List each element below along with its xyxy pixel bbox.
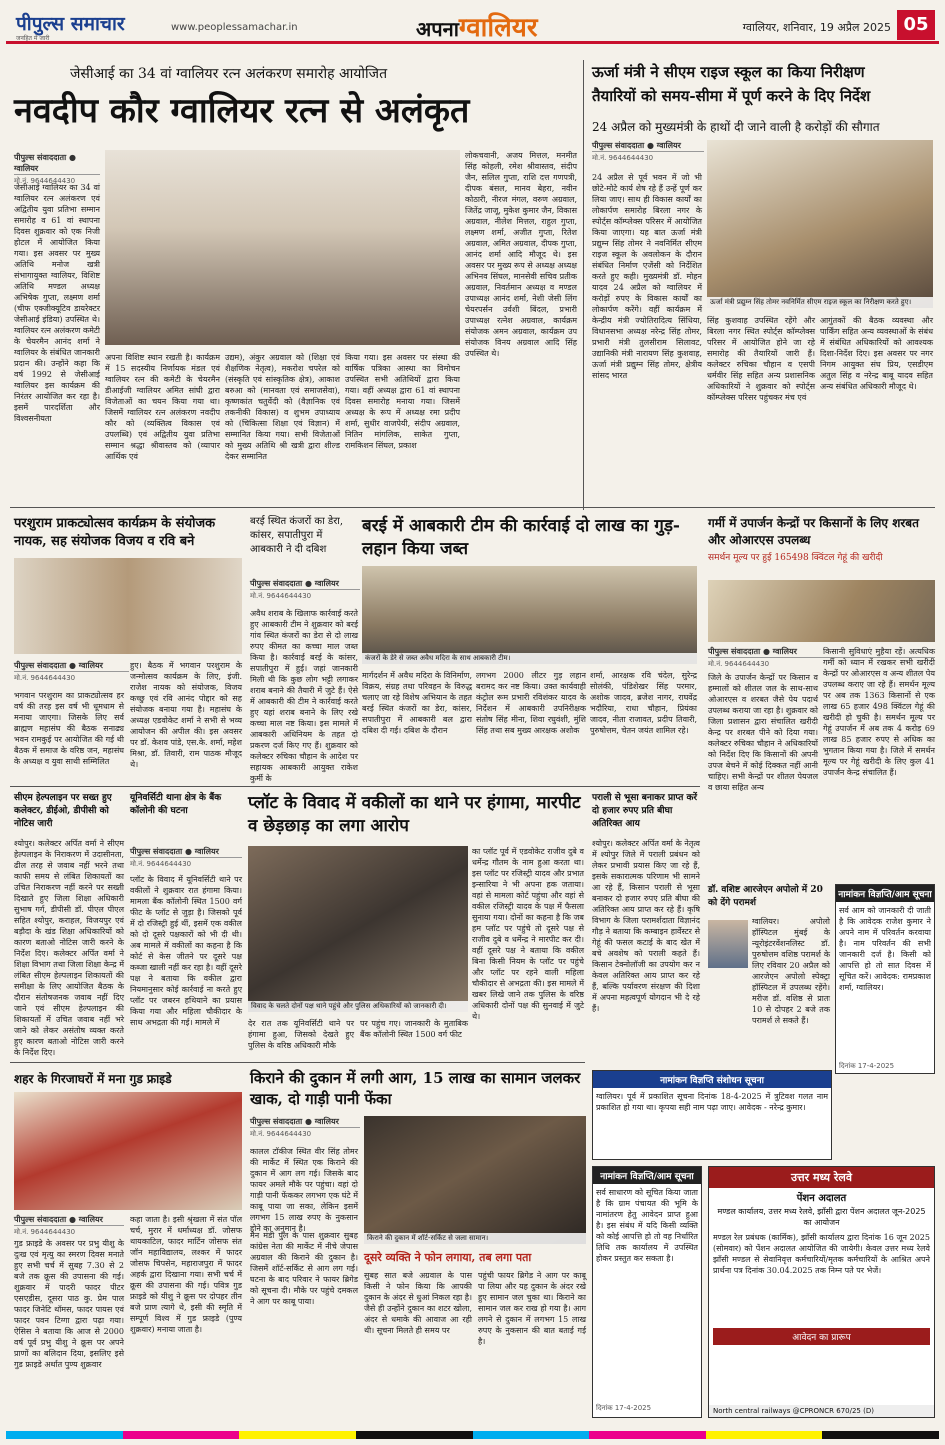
story7-caption: विवाद के चलते दोनों पक्ष थाने पहुंचे और पुलिस अधिकारियों को जानकारी दी। (248, 1001, 468, 1012)
website-url[interactable]: www.peoplessamachar.in (171, 22, 298, 33)
story7-tag: यूनिवर्सिटी थाना क्षेत्र के बैंक कॉलोनी की घटना (130, 793, 222, 816)
divider (10, 507, 935, 508)
story6-headline[interactable]: सीएम हेल्पलाइन पर सख्त हुए कलेक्टर, डीईओ, डीपीसी को नोटिस जारी (14, 793, 112, 829)
story5-mobile: मो.नं. 9644644430 (708, 660, 770, 668)
story2-subhead: 24 अप्रैल को मुख्यमंत्री के हाथों दी जाने वाली है करोड़ों की सौगात (592, 120, 880, 134)
notice-1-title: नामांकन विज्ञप्ति/आम सूचना (836, 885, 934, 902)
story1-headline[interactable]: नवदीप कौर ग्वालियर रत्न से अलंकृत (14, 91, 470, 131)
story4-photo (362, 566, 697, 664)
story10-byline: पीपुल्स संवाददाता ● ग्वालियर (14, 1214, 124, 1226)
story1-photo (105, 150, 460, 345)
notice-1-body: सर्व आम को जानकारी दी जाती है कि आवेदक राजेश कुमार ने अपने नाम में परिवर्तन करवाया है। नाम परिवर्तन की सभी जानकारी दर्ज है। किसी को आपत्ति हो तो सात दिवस में सूचित करें। आवेदक: रामप्रकाश शर्मा, ग्वालियर। (839, 906, 931, 992)
story7-col2: देर रात तक यूनिवर्सिटी थाने पर हंगामा हुआ, जिसको देखते हुए पुलिस के वरिष्ठ अधिकारी मौके (248, 1019, 354, 1050)
divider (10, 786, 700, 787)
story9-headline[interactable]: डॉ. वशिष्ट आरजेएन अपोलो में 20 को देंगे परामर्श (708, 885, 823, 908)
story11-mobile: मो.नं. 9644644430 (250, 1130, 312, 1138)
story3-byline: पीपुल्स संवाददाता ● ग्वालियर (14, 660, 129, 672)
story5-photo (708, 580, 935, 642)
story3-photo (14, 558, 242, 654)
story3-col1: भगवान परशुराम का प्राकट्योत्सव हर वर्ष की तरह इस वर्ष भी धूमधाम से मनाया जाएगा। जिसके लिए सर्व ब्राह्मण महासंघ की बैठक सनाढ्य भवन रामकुई पर आयोजित की गई थी बैठक में समाज के वरिष्ठ जन, महासंघ के अध्यक्ष व युवा साथी सम्मिलित (14, 691, 124, 766)
story5-subhead: समर्थन मूल्य पर हुई 165498 क्विंटल गेहूं की खरीदी (708, 553, 883, 563)
railway-title: उत्तर मध्य रेलवे (709, 1167, 934, 1188)
railway-subtitle-2: मण्डल कार्यालय, उत्तर मध्य रेलवे, झाँसी द्वारा पेंशन अदालत जून-2025 का आयोजन (717, 1207, 926, 1227)
story8-headline[interactable]: पराली से भूसा बनाकर प्राप्त करें दो हजार रुपए प्रति बीघा अतिरिक्त आय (592, 793, 698, 829)
story5-headline[interactable]: गर्मी में उपार्जन केन्द्रों पर किसानों के लिए शरबत और ओआरएस उपलब्ध (708, 516, 919, 547)
story1-byline-block (14, 152, 100, 186)
story3-headline[interactable]: परशुराम प्राकट्योत्सव कार्यक्रम के संयोजक नायक, सह संयोजक विजय व रवि बने (14, 516, 216, 549)
story3-byline-block (14, 660, 129, 683)
story7-col3: पर पहुंच गए। जानकारी के मुताबिक बैंक कॉलोनी स्थित 1500 वर्ग फीट (360, 1019, 468, 1039)
story11-col2: मैन मंडी पुल के पास शुक्रवार सुबह कांग्रेस नेता की मार्केट में नीचे जेपास अग्रवाल की किराने की दुकान है। जिसमें शॉर्ट-सर्किट से आग लग गई। घटना के बाद परिवार ने फायर ब्रिगेड को सूचना दी। मौके पर पहुंचे दमकल ने आग पर काबू पाया। (250, 1231, 358, 1306)
railway-ad[interactable] (708, 1166, 935, 1418)
story4-col2: मार्गदर्शन में अवैध मदिरा के विनिर्माण, विक्रय, संग्रह तथा परिवहन के विरुद्ध चलाए जा रहे विशेष अभियान के तहत बरई स्थित कंजरों का डेरा, कांसर, सपातीपुरा में आबकारी बल द्वारा दबिश दी गई। दबिश के दौरान (362, 671, 472, 735)
story5-col1: जिले के उपार्जन केन्द्रों पर किसान व हम्मालों को शीतल जल के साथ-साथ ओआरएस व शरबत जैसे पेय पदार्थ उपलब्ध कराया जा रहा है। शुक्रवार को जिला प्रशासन द्वारा संचालित खरीदी केन्द्र पर शरबत पीने को दिया गया। कलेक्टर रुचिका चौहान ने अधिकारियों को निर्देश दिए कि किसानों की अपनी उपज बेचने में कोई दिक्कत नहीं आनी चाहिए। सभी केन्द्रों पर शीतल पेयजल व छाया सहित अन्य (708, 673, 818, 792)
story4-col4: शर्मा, आरक्षक रवि चंदेल, सुरेन्द्र सोलंकी, पंडिशेखर सिंह परमार, अशोक जादव, ब्रजेश नागर, राघवेंद्र भदौरिया, राधा चौहान, प्रियंका जादव, नीता राजावत, प्रदीप तिवारी, पुरुषोत्तम, चेतन जयंत शामिल रहे। (590, 671, 697, 735)
story10-mobile: मो.नं. 9644644430 (14, 1228, 76, 1236)
story1-col4: किया गया। इस अवसर पर संस्था की वार्षिक पत्रिका आस्था का विमोचन उपस्थित सभी अतिथियों द्वारा किया गया। वहीं अध्यक्ष द्वारा 61 वां स्थापना दिवस समारोह मनाया गया। जिसमें अध्यक्ष के रूप में अध्यक्ष रमा प्रदीप शर्मा, सुधीर वाजपेयी, संदीप अग्रवाल, नितिन मांगलिक, साकेत गुप्ता, रामकिशन सिंघल, प्रकाश (345, 353, 460, 450)
story11-col1: कालल टॉकीज स्थित वीर सिंह तोमर की मार्केट में स्थित एक किराने की दुकान में आग लग गई। जिसके बाद फायर अमले मौके पर पहुंचा। वहां दो गाड़ी पानी फेंककर लगभग एक घंटे में काबू पाया जा सका, लेकिन इसमें लगभग 15 लाख रुपए के नुकसान होने का अनुमान है। (250, 1147, 358, 1233)
story7-col1: प्लॉट के विवाद में यूनिवर्सिटी थाने पर वकीलों ने शुक्रवार रात हंगामा किया। मामला बैंक कॉलोनी स्थित 1500 वर्ग फीट के प्लॉट से जुड़ा है। जिसको पूर्व में दो रजिस्ट्री हुई थीं, इसमें एक वकील को दो दूसरे पक्षकारों को भी दी थी। अब मामले में वकीलों का कहना है कि कोर्ट से केस जीतने पर दूसरे पक्ष कब्जा खाली नहीं कर रहा है। वहीं दूसरे पक्ष ने बताया कि वकील द्वारा नियमानुसार कोई कार्रवाई ना करते हुए प्लॉट पर जबरन हथियाने का प्रयास किया गया और महिला चौकीदार के साथ अभद्रता की गई। मामले में (130, 875, 242, 1027)
story2-col1: 24 अप्रैल से पूर्व भवन में जो भी छोटे-मोटे कार्य शेष रहे हैं उन्हें पूर्ण कर लिया जाए। साथ ही विकास कार्यों का लोकार्पण समारोह बिरला नगर के स्पोर्ट्स कॉम्प्लेक्स परिसर में आयोजित किया जाएगा। यह बात ऊर्जा मंत्री प्रद्युम्न सिंह तोमर ने नवनिर्मित सीएम राइज स्कूल के अवलोकन के दौरान संबंधित निर्माण एजेंसी को निर्देशित करते हुए कही। मुख्यमंत्री डॉ. मोहन यादव 24 अप्रैल को ग्वालियर में करोड़ों रुपए के विकास कार्यों का लोकार्पण करेंगे। वहीं कार्यक्रम में केन्द्रीय मंत्री ज्योतिरादित्य सिंधिया, विधानसभा अध्यक्ष नरेन्द्र सिंह तोमर, प्रभारी मंत्री तुलसीराम सिलावट, उद्यानिकी मंत्री नारायण सिंह कुशवाह, ऊर्जा मंत्री प्रद्युम्न सिंह तोमर, क्षेत्रीय सांसद भारत (592, 173, 702, 380)
story7-byline: पीपुल्स संवाददाता ● ग्वालियर (130, 846, 242, 858)
story2-byline-block (592, 140, 704, 163)
story7-photo (248, 846, 468, 1012)
story2-col3: आगुंतकों की बैठक व्यवस्था और पार्किंग सहित अन्य व्यवस्थाओं के संबंध में संबंधित अधिकारियों को आवश्यक दिशा-निर्देश दिए। इस अवसर पर नगर निगम आयुक्त संघ प्रिय, एसडीएम अतुल सिंह व नरेन्द्र बाबू यादव सहित अन्य संबंधित अधिकारी मौजूद थे। (820, 316, 933, 391)
doctor-photo (708, 920, 748, 968)
story7-mobile: मो.नं. 9644644430 (130, 860, 192, 868)
story3-mobile: मो.नं. 9644644430 (14, 674, 76, 682)
story1-col1: जेसीआई ग्वालियर का 34 वां ग्वालियर रत्न अलंकरण एवं अद्वितीय युवा प्रतिभा सम्मान समारोह व 61 वां स्थापना दिवस शुक्रवार को एक निजी होटल में आयोजित किया गया। इस अवसर पर मुख्य अतिथि मनोज खत्री संभागायुक्त ग्वालियर, विशिष्ट अतिथि मण्डल अध्यक्ष अभिषेक गुप्ता, लक्ष्मण शर्मा (चीफ एक्जीक्यूटिव डायरेक्टर जेसीआई इंडिया) उपस्थित थे। ग्वालियर रत्न अलंकरण कमेटी के चेयरमैन आनंद शर्मा ने ग्वालियर के संबंधित जानकारी प्रदान की। उन्होंने कहा कि वर्ष 1992 से जेसीआई ग्वालियर इस कार्यक्रम की निरंतर आयोजित कर रहा है। इसमें पारदर्शिता और विश्वसनीयता (14, 183, 100, 423)
railway-body: मण्डल रेल प्रबंधक (कार्मिक), झाँसी कार्यालय द्वारा दिनांक 16 जून 2025 (सोमवार) को पेंशन अदालत आयोजित की जायेगी। केवल उत्तर मध्य रेलवे झाँसी मण्डल से सेवानिवृत्त कर्मचारियों/मृतक कर्मचारियों के आश्रित अपने प्रार्थना पत्र दिनांक 30.04.2025 तक निम्न पते पर भेजें। (713, 1233, 930, 1275)
story11-headline[interactable]: किराने की दुकान में लगी आग, 15 लाख का सामान जलकर खाक, दो गाड़ी पानी फेंका (250, 1069, 581, 1108)
story5-col2: किसानी सुविधाएं मुहैया रहें। अत्यधिक गर्मी को ध्यान में रखकर सभी खरीदी केन्द्रों पर ओआरएस व अन्य शीतल पेय उपलब्ध कराए जा रहे हैं। समर्थन मूल्य पर अब तक 1363 किसानों से एक लाख 65 हजार 498 क्विंटल गेहूं की खरीदी हो चुकी है। समर्थन मूल्य पर गेहूं उपार्जन में अब तक 4 करोड़ 69 लाख 85 हजार रुपए से अधिक का भुगतान किया गया है। जिले में समर्थन मूल्य पर गेहूं खरीदी के लिए कुल 41 उपार्जन केन्द्र संचालित हैं। (823, 647, 935, 777)
railway-form-title: आवेदन का प्रारूप (713, 1328, 930, 1345)
newspaper-logo[interactable]: पीपुल्स समाचार जनहित में जारी (16, 13, 125, 42)
story1-col2: अपना विशिष्ट स्थान रखती है। कार्यक्रम में 15 सदस्यीय निर्णायक मंडल एवं ग्वालियर रत्न की कमेटी के चेयरमैन डीआईजी ग्वालियर अमित सांघी द्वारा विजेताओं का चयन किया गया था। जिसमें ग्वालियर रत्न अलंकरण नवदीप कौर को (व्यक्तित्व विकास एवं उपलब्धि) एवं अद्वितीय युवा प्रतिभा सम्मान श्रद्धा श्रीवास्तव को (व्यापार आर्थिक एवं (105, 353, 220, 461)
story2-photo (707, 140, 933, 308)
story7-col4: का प्लॉट पूर्व में एडवोकेट राजीव दुबे व धर्मेन्द्र गौतम के नाम हुआ करता था। इस प्लॉट पर रजिस्ट्री यादव और प्रभात इन्सारिया ने भी अपना हक जताया। वहां से मामला कोर्ट पहुंचा और वहां से वकील रजिस्ट्री यादव के पक्ष में फैसला सुनाया गया। दोनों का कहना है कि जब हम प्लॉट पर पहुंचे तो दूसरे पक्ष से राजीव दुबे व धर्मेन्द्र ने मारपीट कर दी। वहीं दूसरे पक्ष ने बताया कि वकील बिना किसी नियम के प्लॉट पर पहुंचे और प्लॉट पर रहने वाली महिला चौकीदार से अभद्रता की। इस मामले में खबर लिखे जाने तक पुलिस के वरिष्ठ अधिकारी दोनों पक्ष की सुनवाई में जुटे थे। (472, 847, 584, 1021)
notice-2[interactable] (592, 1070, 832, 1160)
story11-col4: पहुंची फायर ब्रिगेड ने आग पर काबू पा लिया और यह दुकान के अंदर रखे हुए सामान जल चुका था। किराने का सामान जल कर राख हो गया है। आग लगने से दुकान में लगभग 15 लाख रुपए के नुकसान की बात बताई गई है। (478, 1271, 586, 1346)
story11-subhead: दूसरे व्यक्ति ने फोन लगाया, तब लगा पता (364, 1251, 532, 1264)
print-color-bar (6, 1431, 939, 1439)
story3-col2: हुए। बैठक में भगवान परशुराम के जन्मोत्सव कार्यक्रम के लिए, इंजी. राजेश नायक को संयोजक, विजय कच्छु एवं रवि आनंद पोद्दार को सह संयोजक बनाया गया है। महासंघ के अध्यक्ष एडवोकेट शर्मा ने सभी से भव्य आयोजन की अपील की। इस अवसर पर डॉ. केशव पांडे, एस.के. शर्मा, महेश मिश्रा, डॉ. तिवारी, राम पाठक मौजूद थे। (130, 661, 242, 769)
story10-photo (14, 1092, 242, 1210)
story10-headline[interactable]: शहर के गिरजाघरों में मना गुड फ्राइडे (14, 1072, 172, 1086)
story1-mobile: मो.नं. 9644644430 (14, 177, 76, 185)
story2-headline1[interactable]: ऊर्जा मंत्री ने सीएम राइज स्कूल का किया निरीक्षण (592, 63, 865, 81)
story11-byline: पीपुल्स संवाददाता ● ग्वालियर (250, 1116, 360, 1128)
notice-2-title: नामांकन विज्ञप्ति संशोधन सूचना (593, 1071, 831, 1088)
railway-subtitle: पेंशन अदालत (796, 1193, 847, 1204)
section-title: अपनाग्वालियर (416, 13, 538, 43)
story4-byline-block (250, 578, 360, 601)
page-number: 05 (897, 10, 935, 40)
notice-2-body: ग्वालियर। पूर्व में प्रकाशित सूचना दिनांक 18-4-2025 में त्रुटिवश गलत नाम प्रकाशित हो गया था। कृपया सही नाम पढ़ा जाए। आवेदक - नरेन्द्र कुमार। (596, 1092, 828, 1112)
story2-mobile: मो.नं. 9644644430 (592, 154, 654, 162)
story4-intro: बरई स्थित कंजरों का डेरा, कांसर, सपातीपुरा में आबकारी ने दी दबिश (250, 516, 344, 555)
story11-caption: किराने की दुकान में शॉर्ट-सर्किट से जला सामान। (364, 1233, 586, 1244)
story10-byline-block (14, 1214, 124, 1237)
story11-byline-block (250, 1116, 360, 1139)
story8-body: श्योपुर। कलेक्टर अर्पित वर्मा के नेतृत्व में श्योपुर जिले में पराली प्रबंधन को लेकर प्रभावी प्रयास किए जा रहे हैं, इसके सकारात्मक परिणाम भी सामने आ रहे हैं, किसान पराली से भूसा बनाकर दो हजार रुपए प्रति बीघा की अतिरिक्त आय प्राप्त कर रहे हैं। कृषि विभाग के जिला परामर्शदाता विज्ञानंद गौड़ ने बताया कि कम्बाइन हार्वेस्टर से गेहूं की फसल कटाई के बाद खेत में बचे अवशेष को पराली कहते हैं। किसान टेक्नोलॉजी का उपयोग कर न केवल अतिरिक्त आय प्राप्त कर रहे हैं, बल्कि पर्यावरण संरक्षण की दिशा में अपना महत्वपूर्ण योगदान भी दे रहे हैं। (592, 839, 700, 1013)
story1-col5: लोकचवानी, अजय मित्तल, मनमीत सिंह कोहली, रमेश श्रीवास्तव, संदीप जैन, सलिल गुप्ता, राशि दत्त गणपत्री, दीपक बंसल, मानव बेहरा, नवीन कोठारी, नीरज मंगल, वरुण अग्रवाल, जितेंद्र जाजू, मुकेश कुमार जैन, विकास अग्रवाल, नीलेश मित्तल, राहुल गुप्ता, लक्ष्मण शर्मा, अजीत गुप्ता, रितेश अग्रवाल, अमित अग्रवाल, दीपक गुप्ता, आनंद शर्मा आदि मौजूद थे। इस अवसर पर मुख्य रूप से अध्यक्ष अध्यक्ष अभिनव सिंघल, मानसेवी सचिव प्रतीक अग्रवाल, निवर्तमान अध्यक्ष व मण्डल उपाध्यक्ष आनंद शर्मा, नेशी जेसी लिंग चेयरपर्सन उर्वशी बिंदल, प्रभारी उपाध्यक्ष रत्नेश अग्रवाल, कार्यक्रम संयोजक अमन अग्रवाल, कार्यक्रम उप संयोजक विनय अग्रवाल आदि सिंह उपस्थित थे। (465, 151, 577, 358)
notice-3-body: सर्व साधारण को सूचित किया जाता है कि ग्राम पंचायत की भूमि के नामांतरण हेतु आवेदन प्राप्त हुआ है। इस संबंध में यदि किसी व्यक्ति को कोई आपत्ति हो तो वह निर्धारित तिथि तक कार्यालय में उपस्थित होकर प्रस्तुत कर सकता है। (596, 1188, 698, 1263)
story2-col2: सिंह कुशवाह उपस्थित रहेंगे और बिरला नगर स्थित स्पोर्ट्स कॉम्प्लेक्स परिसर में आयोजित होने जा रहे समारोह की तैयारियों जारी हैं। कलेक्टर रुचिका चौहान व एसपी धर्मवीर सिंह सहित अन्य प्रशासनिक अधिकारियों ने शुक्रवार को स्पोर्ट्स कॉम्प्लेक्स परिसर पहुंचकर मंच एवं (707, 316, 815, 402)
story10-col2: कहा जाता है। इसी श्रृंखला में संत पॉल चर्च, मुरार में धर्माध्यक्ष डॉ. जोसफ थायकाटिल, फादर मार्टिन जोसफ संत जॉन महाविद्यालय, लश्कर में फादर जोसफ चिपसेन, महाराजपुरा में फादर अहर्क द्वारा दिखाना गया। सभी चर्च में क्रूस की उपासना की गई। पवित्र गुड फ्राइडे को यीशु ने क्रूस पर दोपहर तीन बजे प्राण त्यागे थे, इसी की स्मृति में सम्पूर्ण विश्व में गुड फ्राइडे (पुण्य शुक्रवार) मनाया जाता है। (130, 1215, 242, 1334)
notice-1[interactable] (835, 884, 935, 1074)
notice-3-date: दिनांक 17-4-2025 (596, 1404, 652, 1412)
story2-byline: पीपुल्स संवाददाता ● ग्वालियर (592, 140, 704, 152)
divider (10, 1062, 585, 1063)
story2-headline2[interactable]: तैयारियों को समय-सीमा में पूर्ण करने के दिए निर्देश (592, 87, 871, 105)
story6-body: श्योपुर। कलेक्टर अर्पित वर्मा ने सीएम हेल्पलाइन के निराकरण में उदासीनता, ढील तरह से जवाब नहीं भरने तथा काफी समय से लंबित शिकायतों का उचित निराकरण नहीं करने पर सख्ती दिखाते हुए जिला शिक्षा अधिकारी सुभाष गर्ग, डीपीसी डॉ. पीएल पीएल सहित श्योपुर, कराहल, विजयपुर एवं बड़ौदा के खंड शिक्षा अधिकारियों को कारण बताओ नोटिस जारी करने के निर्देश दिए। कलेक्टर अर्पित वर्मा ने शिक्षा विभाग तथा जिला शिक्षा केन्द्र में लंबित सीएम हेल्पलाइन शिकायतों की समीक्षा के लिए आयोजित बैठक के दौरान संतोषजनक जवाब नहीं दिए जाने एवं सीएम हेल्पलाइन की शिकायतों में उचित जवाब नहीं भरे जाने को लेकर असंतोष व्यक्त करते हुए कारण बताओ नोटिस जारी करने के निर्देश दिए। (14, 839, 124, 1057)
story7-headline[interactable]: प्लॉट के विवाद में वकीलों का थाने पर हंगामा, मारपीट व छेड़छाड़ का लगा आरोप (248, 793, 581, 836)
masthead (6, 8, 939, 44)
story1-byline: पीपुल्स संवाददाता ● ग्वालियर (14, 152, 100, 175)
story1-col3: उद्यम), अंकुर अग्रवाल को (शिक्षा एवं शैक्षणिक नेतृत्व), मकरोश चपरेल को (संस्कृति एवं सांस्कृतिक क्षेत्र), आकाश बरुआ को (मानवता एवं समाजसेवा), कृष्णकांत चतुर्वेदी को (वैज्ञानिक एवं तकनीकी विकास) व शुभम उपाध्याय को (चिकित्सा शिक्षा एवं विज्ञान) में सम्मानित किया गया। सभी विजेताओं को मुख्य अतिथि श्री खत्री द्वारा शील्ड देकर सम्मानित (225, 353, 340, 461)
story4-byline: पीपुल्स संवाददाता ● ग्वालियर (250, 578, 360, 590)
story11-col3: सुबह सात बजे अग्रवाल के पास किसी ने फोन किया कि आपकी दुकान के अंदर से धुआं निकल रहा है। जैसे ही उन्होंने दुकान का शटर खोला, अंदर से धमाके की आवाज आ रही थी। सूचना मिलते ही समय पर (364, 1271, 472, 1335)
story11-photo (364, 1116, 586, 1244)
notice-3[interactable] (592, 1166, 702, 1418)
story1-kicker: जेसीआई का 34 वां ग्वालियर रत्न अलंकरण समारोह आयोजित (70, 66, 388, 82)
railway-footer: North central railways @CPRONCR 670/25 (D) (709, 1405, 934, 1417)
story4-mobile: मो.नं. 9644644430 (250, 592, 312, 600)
divider (583, 60, 584, 510)
story2-caption: ऊर्जा मंत्री प्रद्युम्न सिंह तोमर नवनिर्मित सीएम राइज स्कूल का निरीक्षण करते हुए। (707, 297, 933, 308)
story4-caption: कंजरों के डेरे से जब्त अवैध मदिरा के साथ आबकारी टीम। (362, 653, 697, 664)
story5-byline: पीपुल्स संवाददाता ● ग्वालियर (708, 646, 935, 658)
story4-headline[interactable]: बरई में आबकारी टीम की कार्रवाई दो लाख का गुड़-लहान किया जब्त (362, 516, 680, 559)
story4-col3: लगभग 2000 लीटर गुड़ लहान बरामद कर नष्ट किया। उक्त कार्यवाही कंट्रोल रूम प्रभारी रविशंकर यादव के निर्देशन में आबकारी उपनिरीक्षक संतोष सिंह मीना, शिवा रघुवंशी, मुंशि सिंह तथा सब मुख्य आरक्षक अशोक (476, 671, 586, 735)
story7-byline-block (130, 846, 242, 869)
dateline: ग्वालियर, शनिवार, 19 अप्रैल 2025 (742, 21, 891, 34)
story10-col1: गुड फ्राइडे के अवसर पर प्रभु यीशु के दुःख एवं मृत्यु का स्मरण दिवस मनाते हुए सभी चर्च में सुबह 7.30 से 2 बजे तक क्रूस की उपासना की गई। शुक्रवार में पादरी फादर पीटर एसएडीस, दूसरा पाठ कु. प्रेम पाल फादर जिनेटि थॉमस, फादर पायस एवं फादर पवन टिग्गा द्वारा पढ़ा गया। ऐसिस ने बताया कि आज से 2000 वर्ष पूर्व प्रभु यीशु ने क्रूस पर अपने प्राणों का बलिदान दिया, इसलिए इसे गुड फ्राइडे अर्थात पुण्य शुक्रवार (14, 1239, 124, 1369)
story4-col1: अवैध शराब के खिलाफ कार्रवाई करते हुए आबकारी टीम ने शुक्रवार को बरई गांव स्थित कंजरों का डेरा से दो लाख रुपए कीमत का कच्चा माल जब्त किया है। कार्रवाई बरई के कांसर, सपातीपुरा में हुई। जहां जानकारी मिली थी कि कुछ लोग भट्टी लगाकर शराब बनाने की तैयारी में जुटे हैं। ऐसे में आबकारी की टीम ने कार्रवाई करते हुए यहां शराब बनाने के लिए रखे कच्चा माल नष्ट किया। इस मामले में आबकारी अधिनियम के तहत दो प्रकरण दर्ज किए गए हैं। शुक्रवार को कलेक्टर रुचिका चौहान के आदेश पर सहायक आबकारी आयुक्त राकेश कुर्मी के (250, 609, 358, 783)
notice-3-title: नामांकन विज्ञप्ति/आम सूचना (593, 1167, 701, 1184)
notice-1-date: दिनांक 17-4-2025 (839, 1062, 895, 1070)
story9-body: ग्वालियर। अपोलो हॉस्पिटल मुंबई के न्यूरोइंटरवेंशनलिस्ट डॉ. पुरुषोत्तम वशिष्ठ परामर्श के लिए रविवार 20 अप्रैल को आरजेएन अपोलो स्पेक्ट्रा हॉस्पिटल में उपलब्ध रहेंगे। मरीज डॉ. वशिष्ठ से प्रातः 10 से दोपहर 2 बजे तक परामर्श ले सकते हैं। (752, 917, 830, 1025)
